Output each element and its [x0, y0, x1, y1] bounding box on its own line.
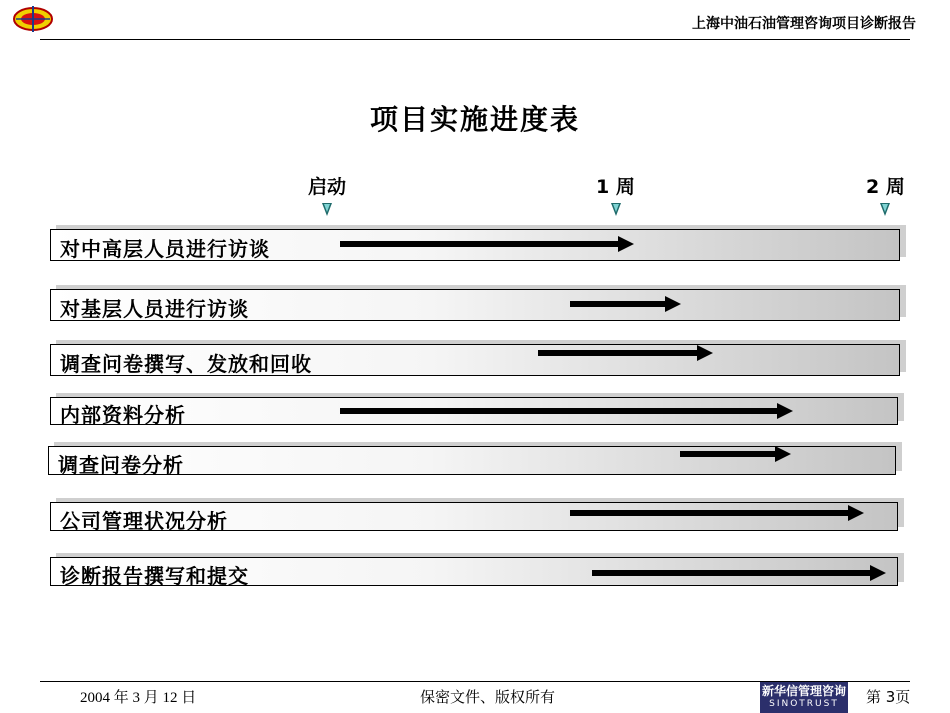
- task-label: 公司管理状况分析: [60, 509, 228, 533]
- header-divider: [40, 39, 910, 40]
- task-row: [48, 446, 896, 475]
- task-row: [50, 289, 900, 321]
- task-arrow: [340, 406, 793, 416]
- milestone-week2-marker-icon: [880, 203, 890, 216]
- task-label: 诊断报告撰写和提交: [60, 564, 249, 588]
- task-row: [50, 502, 898, 531]
- footer-date: 2004 年 3 月 12 日: [80, 690, 197, 706]
- task-row: [50, 397, 898, 425]
- task-row: [50, 557, 898, 586]
- task-arrow: [538, 348, 713, 358]
- report-title: 上海中油石油管理咨询项目诊断报告: [692, 16, 916, 32]
- task-arrow: [570, 508, 864, 518]
- sinotrust-logo: [760, 682, 848, 713]
- task-label: 调查问卷分析: [58, 453, 184, 477]
- milestone-week1-label: 1 周: [596, 176, 635, 198]
- page-title: 项目实施进度表: [369, 103, 580, 136]
- task-label: 对基层人员进行访谈: [60, 297, 249, 321]
- milestone-start-label: 启动: [308, 176, 347, 198]
- footer-confidential: 保密文件、版权所有: [420, 688, 556, 706]
- task-label: 对中高层人员进行访谈: [60, 237, 270, 261]
- milestone-week2-label: 2 周: [866, 176, 905, 198]
- task-arrow: [592, 568, 886, 578]
- task-row: [50, 344, 900, 376]
- logo-cn-text: 新华信管理咨询: [761, 684, 846, 698]
- company-logo-icon: [12, 4, 54, 34]
- page-number: 第 3页: [866, 688, 911, 706]
- milestone-start-marker-icon: [322, 203, 332, 216]
- logo-en-text: SINOTRUST: [769, 699, 839, 709]
- task-row: [50, 229, 900, 261]
- task-label: 内部资料分析: [60, 403, 186, 427]
- task-arrow: [570, 299, 681, 309]
- task-label: 调查问卷撰写、发放和回收: [60, 352, 312, 376]
- task-arrow: [680, 449, 791, 459]
- milestone-week1-marker-icon: [611, 203, 621, 216]
- task-arrow: [340, 239, 634, 249]
